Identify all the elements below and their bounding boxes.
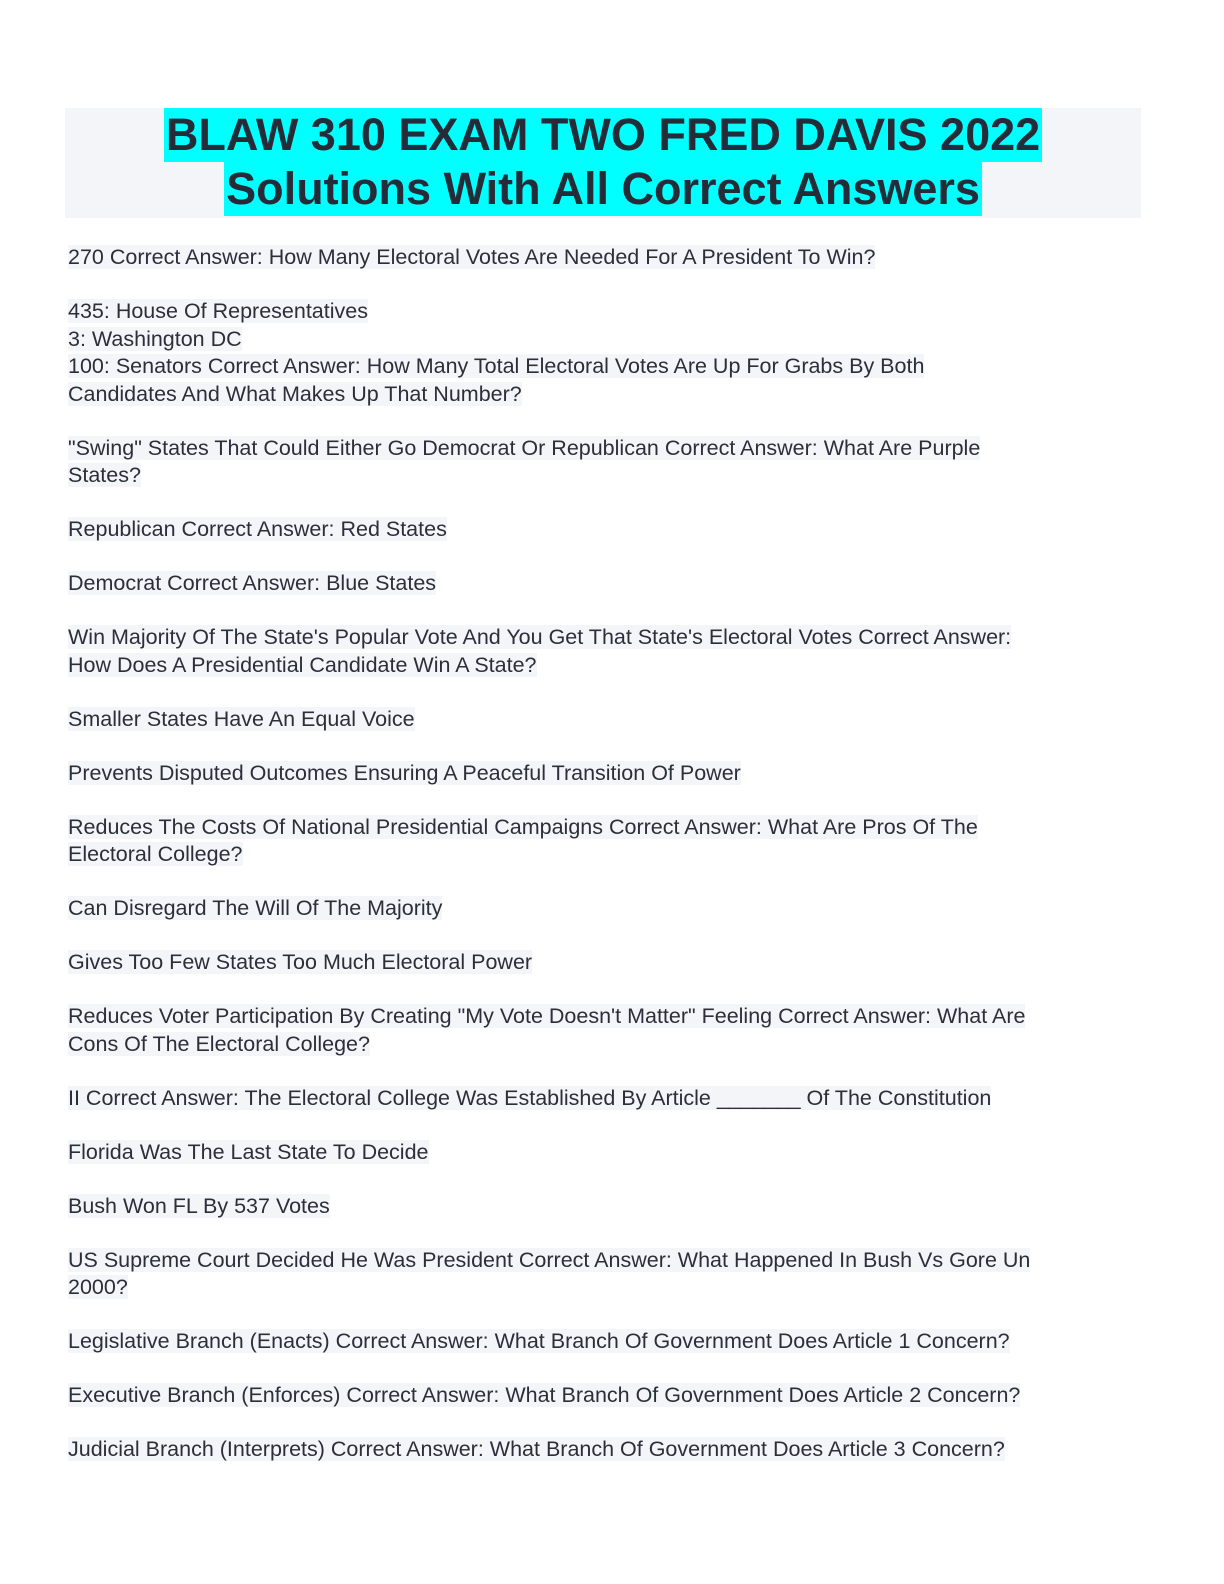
qa-line-wrapper — [68, 1139, 1144, 1167]
qa-entry — [68, 706, 1144, 734]
qa-line: 2000? — [68, 1275, 128, 1299]
qa-line: Gives Too Few States Too Much Electoral Power — [68, 950, 533, 974]
title-line-1: BLAW 310 EXAM TWO FRED DAVIS 2022 — [165, 109, 1041, 160]
qa-line: Reduces Voter Participation By Creating "My Vote Doesn't Matter" Feeling Correct Answer: What Are — [68, 1004, 1026, 1028]
qa-entry — [68, 760, 1144, 788]
qa-line-wrapper — [68, 1274, 1144, 1302]
qa-entry — [68, 895, 1144, 923]
qa-entry — [68, 814, 1144, 869]
qa-line: Smaller States Have An Equal Voice — [68, 706, 415, 731]
qa-entry — [68, 1328, 1144, 1356]
qa-line: Executive Branch (Enforces) Correct Answer: What Branch Of Government Does Article 2 Concern? — [68, 1383, 1021, 1407]
qa-line: 100: Senators Correct Answer: How Many Total Electoral Votes Are Up For Grabs By Both — [68, 354, 925, 378]
qa-line-wrapper — [68, 381, 1144, 409]
qa-entry — [68, 1193, 1144, 1221]
qa-entry — [68, 244, 1144, 272]
qa-line: How Does A Presidential Candidate Win A State? — [68, 652, 537, 677]
qa-list — [68, 244, 1144, 1490]
qa-entry — [68, 949, 1144, 977]
qa-entry — [68, 1085, 1144, 1113]
qa-line: Win Majority Of The State's Popular Vote And You Get That State's Electoral Votes Correct Answer: — [68, 625, 1012, 649]
qa-line: Can Disregard The Will Of The Majority — [68, 896, 443, 920]
qa-line: States? — [68, 463, 141, 487]
qa-entry — [68, 570, 1144, 598]
qa-line-wrapper — [68, 760, 1144, 788]
qa-line-wrapper — [68, 435, 1144, 463]
qa-line: Republican Correct Answer: Red States — [68, 517, 447, 541]
title-line-2: Solutions With All Correct Answers — [226, 163, 980, 214]
qa-line: Candidates And What Makes Up That Number? — [68, 381, 522, 406]
qa-line: Cons Of The Electoral College? — [68, 1031, 370, 1056]
qa-line: Bush Won FL By 537 Votes — [68, 1193, 330, 1218]
qa-entry — [68, 435, 1144, 490]
qa-line-wrapper — [68, 949, 1144, 977]
qa-line-wrapper — [68, 1328, 1144, 1356]
qa-line: US Supreme Court Decided He Was President Correct Answer: What Happened In Bush Vs Gore Un — [68, 1247, 1031, 1272]
qa-line-wrapper — [68, 895, 1144, 923]
qa-line: Reduces The Costs Of National Presidential Campaigns Correct Answer: What Are Pros Of The — [68, 814, 978, 839]
qa-line: Legislative Branch (Enacts) Correct Answer: What Branch Of Government Does Article 1 Concern? — [68, 1329, 1010, 1353]
qa-line: 270 Correct Answer: How Many Electoral Votes Are Needed For A President To Win? — [68, 245, 876, 269]
qa-line: 435: House Of Representatives — [68, 299, 368, 323]
qa-line-wrapper — [68, 516, 1144, 544]
qa-entry — [68, 624, 1144, 679]
qa-line-wrapper — [68, 706, 1144, 734]
qa-line-wrapper — [68, 1003, 1144, 1031]
qa-line: "Swing" States That Could Either Go Democrat Or Republican Correct Answer: What Are Purple — [68, 435, 981, 460]
qa-line-wrapper — [68, 353, 1144, 381]
qa-line-wrapper — [68, 652, 1144, 680]
qa-entry — [68, 1436, 1144, 1464]
qa-line-wrapper — [68, 1247, 1144, 1275]
qa-line-wrapper — [68, 841, 1144, 869]
qa-line-wrapper — [68, 1436, 1144, 1464]
document-title — [65, 108, 1141, 218]
qa-line-wrapper — [68, 244, 1144, 272]
qa-line-wrapper — [68, 814, 1144, 842]
qa-entry — [68, 1139, 1144, 1167]
qa-line: Electoral College? — [68, 842, 243, 866]
qa-line: Judicial Branch (Interprets) Correct Answer: What Branch Of Government Does Article 3 Concern? — [68, 1437, 1005, 1461]
qa-line-wrapper — [68, 1193, 1144, 1221]
qa-line-wrapper — [68, 326, 1144, 354]
qa-line: II Correct Answer: The Electoral College Was Established By Article _______ Of The Constitution — [68, 1085, 992, 1110]
qa-entry — [68, 516, 1144, 544]
qa-line: Prevents Disputed Outcomes Ensuring A Peaceful Transition Of Power — [68, 760, 741, 785]
qa-entry — [68, 298, 1144, 408]
qa-line-wrapper — [68, 462, 1144, 490]
qa-line-wrapper — [68, 1031, 1144, 1059]
qa-entry — [68, 1382, 1144, 1410]
qa-line-wrapper — [68, 298, 1144, 326]
qa-line: 3: Washington DC — [68, 326, 242, 351]
qa-entry — [68, 1003, 1144, 1058]
qa-line-wrapper — [68, 570, 1144, 598]
qa-line: Democrat Correct Answer: Blue States — [68, 571, 437, 595]
qa-entry — [68, 1247, 1144, 1302]
qa-line-wrapper — [68, 1382, 1144, 1410]
qa-line-wrapper — [68, 1085, 1144, 1113]
qa-line-wrapper — [68, 624, 1144, 652]
qa-line: Florida Was The Last State To Decide — [68, 1139, 429, 1164]
